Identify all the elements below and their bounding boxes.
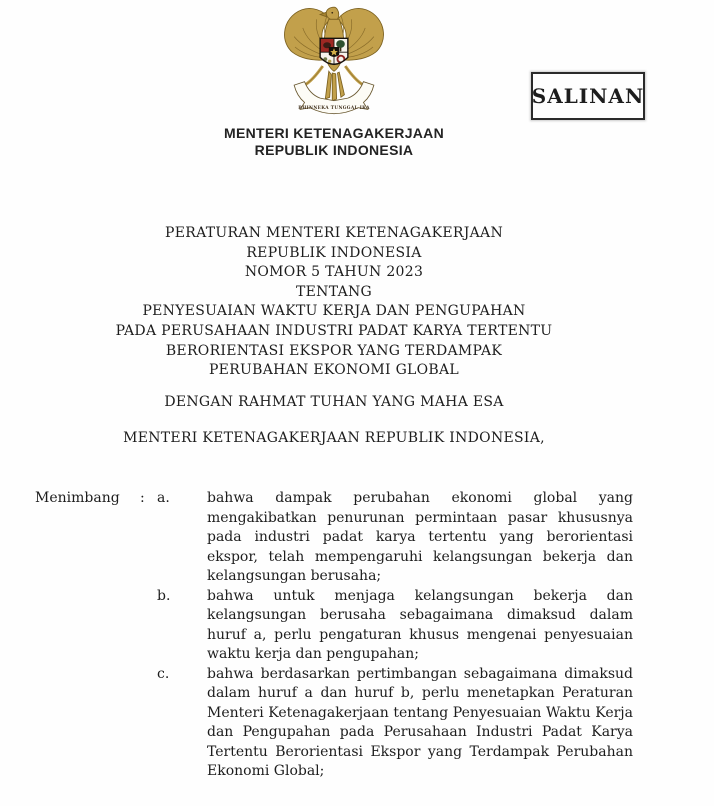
item-text: bahwa berdasarkan pertimbangan sebagaimana dimaksud dalam huruf a dan huruf b, perlu menetapkan Peraturan Menteri Ketenagakerjaan tentang Penyesuaian Waktu Kerja dan Pengupahan pada Perusahaan Industri Padat Karya Tertentu Berorientasi Ekspor yang Terdampak Perubahan Ekonomi Global; [207, 665, 633, 779]
salinan-stamp [531, 72, 645, 120]
letterhead-ministry-name [34, 125, 634, 159]
regulation-title [34, 224, 634, 381]
considering-items [157, 489, 633, 782]
emblem-motto-text: BHINNEKA TUNGGAL IKA [298, 105, 370, 111]
item-letter: c. [157, 665, 170, 682]
title-line: BERORIENTASI EKSPOR YANG TERDAMPAK [165, 342, 503, 359]
considering-item-c [157, 665, 633, 782]
salinan-stamp-label: SALINAN [531, 84, 645, 108]
item-letter: a. [157, 490, 170, 506]
title-line: NOMOR 5 TAHUN 2023 [244, 264, 424, 281]
garuda-pancasila-emblem [282, 5, 386, 115]
title-line: PERUBAHAN EKONOMI GLOBAL [208, 362, 460, 379]
considering-label: Menimbang [35, 490, 120, 506]
ministry-name-line2: REPUBLIK INDONESIA [254, 142, 414, 158]
title-line: PENYESUAIAN WAKTU KERJA DAN PENGUPAHAN [142, 303, 526, 320]
title-line: REPUBLIK INDONESIA [246, 244, 422, 261]
item-text: bahwa dampak perubahan ekonomi global yang mengakibatkan penurunan permintaan pasar khususnya pada industri padat karya tertentu yang berorientasi ekspor, telah mempengaruhi kelangsungan bekerja dan kelangsungan berusaha; [207, 490, 633, 584]
considering-section [35, 489, 633, 782]
considering-item-a [157, 489, 633, 587]
considering-item-b [157, 587, 633, 665]
ministry-name-line1: MENTERI KETENAGAKERJAAN [223, 125, 445, 141]
considering-separator: : [140, 490, 145, 506]
item-text: bahwa untuk menjaga kelangsungan bekerja dan kelangsungan berusaha sebagaimana dimaksud dalam huruf a, perlu pengaturan khusus mengenai penyesuaian waktu kerja dan pengupahan; [207, 587, 633, 662]
preamble-grace-line: DENGAN RAHMAT TUHAN YANG MAHA ESA [164, 394, 504, 410]
preamble-minister-line: MENTERI KETENAGAKERJAAN REPUBLIK INDONESIA, [123, 430, 545, 446]
title-line: TENTANG [295, 283, 373, 300]
title-line: PERATURAN MENTERI KETENAGAKERJAAN [165, 225, 503, 241]
item-letter: b. [157, 587, 171, 604]
title-line: PADA PERUSAHAAN INDUSTRI PADAT KARYA TERTENTU [115, 322, 553, 339]
